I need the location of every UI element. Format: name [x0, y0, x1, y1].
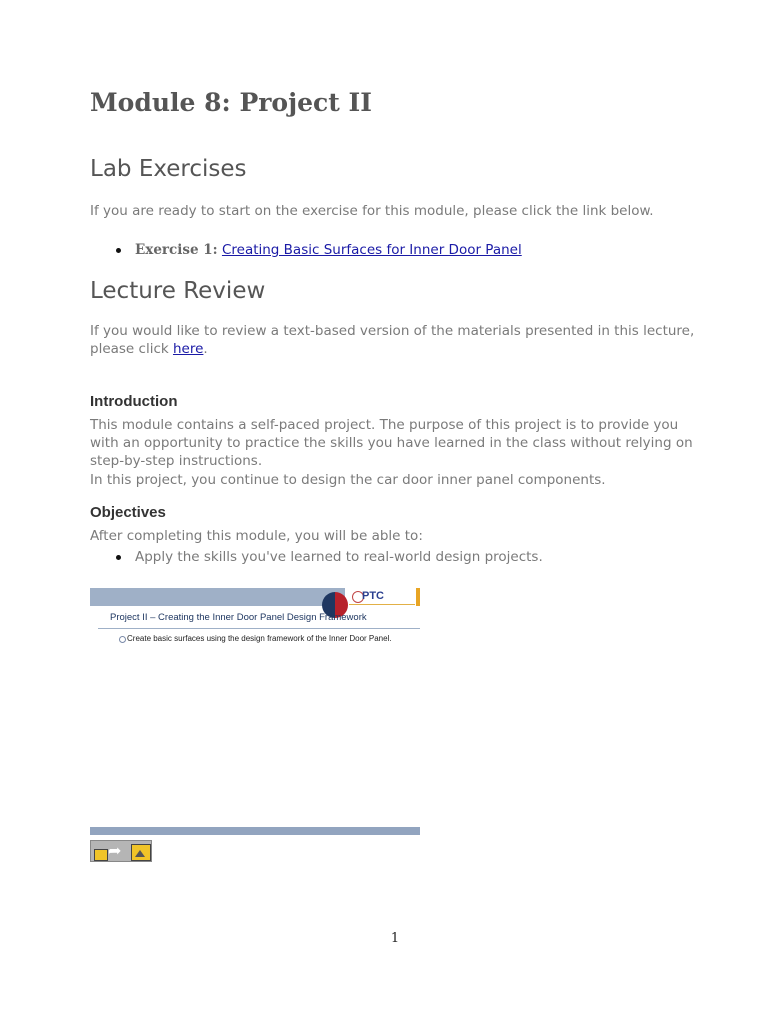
list-item — [90, 548, 543, 566]
bullet-icon — [116, 248, 121, 253]
slide-bullet-text: Create basic surfaces using the design framework of the Inner Door Panel. — [127, 634, 392, 643]
objective-text: Apply the skills you've learned to real-world design projects. — [135, 549, 543, 565]
exercise-label: Exercise 1: — [135, 242, 218, 258]
slide-accent-bar — [416, 588, 420, 606]
ptc-logo: PTC — [362, 590, 384, 602]
exercise-list — [90, 241, 522, 259]
lecture-text: If you would like to review a text-based version of the materials presented in this lecture, please click — [90, 323, 695, 357]
introduction-paragraph: This module contains a self-paced project. The purpose of this project is to provide you with an opportunity to practice the skills you have learned in the class without relying on step-by-step instructions. — [90, 417, 693, 469]
list-item — [90, 241, 522, 259]
exercise-1-link[interactable]: Creating Basic Surfaces for Inner Door Panel — [221, 242, 522, 258]
objectives-intro: After completing this module, you will be able to: — [90, 528, 423, 544]
introduction-heading: Introduction — [90, 393, 178, 410]
image-icon — [94, 849, 108, 861]
lecture-review-heading: Lecture Review — [90, 278, 266, 304]
lecture-slide-thumbnail — [90, 588, 420, 835]
page-number: 1 — [390, 931, 400, 946]
lab-exercises-heading: Lab Exercises — [90, 156, 247, 182]
slide-title: Project II – Creating the Inner Door Panel Design Framework — [110, 612, 367, 623]
objectives-list — [90, 548, 543, 566]
lecture-here-link[interactable]: here — [172, 341, 204, 357]
slide-footer-bar — [90, 827, 420, 835]
lecture-text-end: . — [203, 341, 208, 357]
arrow-icon: ➦ — [108, 841, 122, 860]
bullet-icon — [116, 555, 121, 560]
objectives-heading: Objectives — [90, 504, 166, 521]
module-title: Module 8: Project II — [90, 88, 372, 117]
lecture-review-text — [90, 322, 700, 358]
lab-intro-text: If you are ready to start on the exercise for this module, please click the link below. — [90, 203, 654, 219]
picture-icon — [131, 844, 151, 861]
logo-underline — [349, 604, 415, 605]
introduction-paragraph-2: In this project, you continue to design the car door inner panel components. — [90, 472, 606, 488]
slide-bullet-icon — [119, 636, 126, 643]
slide-divider — [98, 628, 420, 629]
slide-media-controls[interactable] — [90, 840, 152, 862]
